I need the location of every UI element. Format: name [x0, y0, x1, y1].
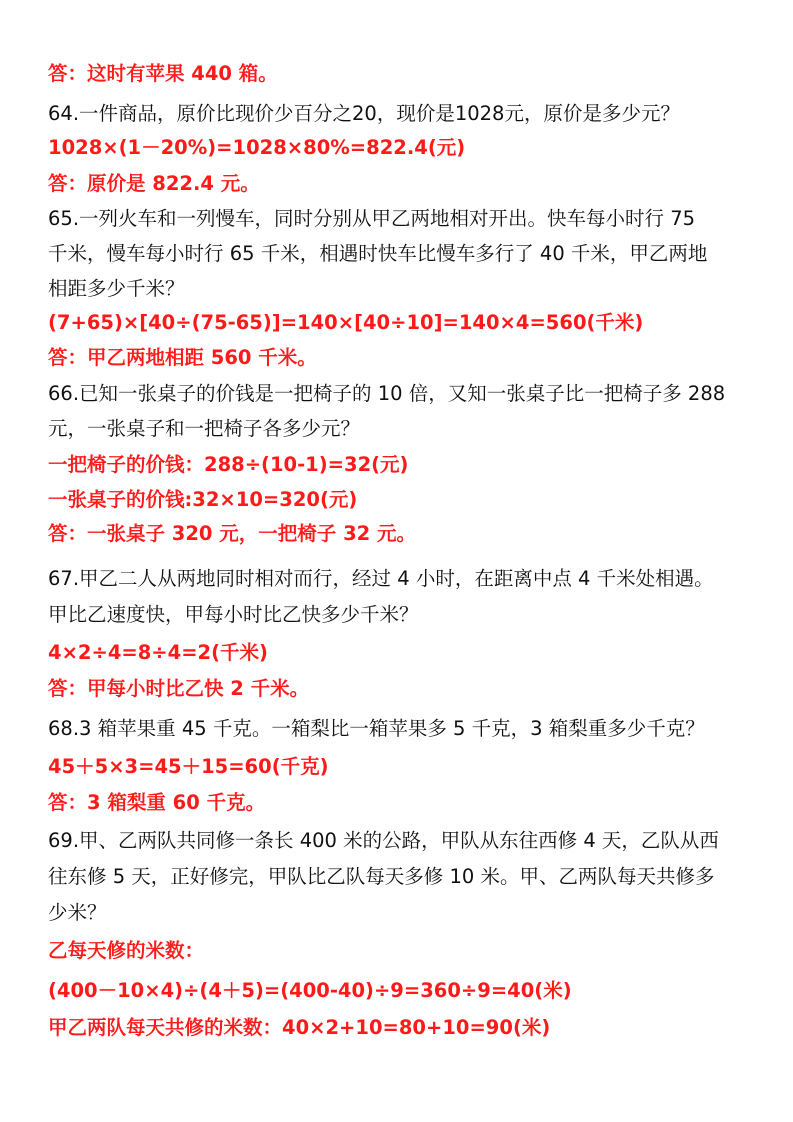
solution-64: 1028×(1－20%)=1028×80%=822.4(元) — [48, 136, 466, 159]
solution-66-table: 一张桌子的价钱:32×10=320(元) — [48, 488, 358, 511]
solution-66-chair: 一把椅子的价钱：288÷(10-1)=32(元) — [48, 453, 409, 476]
question-66-line-1: 66.已知一张桌子的价钱是一把椅子的 10 倍，又知一张桌子比一把椅子多 288 — [48, 382, 726, 405]
question-67-line-2: 甲比乙速度快，甲每小时比乙快多少千米？ — [48, 603, 419, 626]
answer-67: 答：甲每小时比乙快 2 千米。 — [48, 677, 310, 700]
solution-69-b-daily: (400－10×4)÷(4＋5)=(400-40)÷9=360÷9=40(米) — [48, 979, 572, 1002]
solution-65: (7+65)×[40÷(75-65)]=140×[40÷10]=140×4=560(千米) — [48, 311, 644, 334]
question-68: 68.3 箱苹果重 45 千克。一箱梨比一箱苹果多 5 千克，3 箱梨重多少千克？ — [48, 717, 705, 740]
answer-68: 答：3 箱梨重 60 千克。 — [48, 791, 266, 814]
question-65-line-3: 相距多少千米？ — [48, 277, 185, 300]
question-65-line-1: 65.一列火车和一列慢车，同时分别从甲乙两地相对开出。快车每小时行 75 — [48, 207, 696, 230]
question-69-line-2: 往东修 5 天，正好修完，甲队比乙队每天多修 10 米。甲、乙两队每天共修多 — [48, 865, 715, 888]
answer-63: 答：这时有苹果 440 箱。 — [48, 62, 278, 85]
solution-68: 45＋5×3=45＋15=60(千克) — [48, 755, 329, 778]
solution-69-total: 甲乙两队每天共修的米数：40×2+10=80+10=90(米) — [48, 1016, 551, 1039]
question-69-line-1: 69.甲、乙两队共同修一条长 400 米的公路，甲队从东往西修 4 天，乙队从西 — [48, 829, 719, 852]
solution-67: 4×2÷4=8÷4=2(千米) — [48, 641, 268, 664]
question-67-line-1: 67.甲乙二人从两地同时相对而行，经过 4 小时，在距离中点 4 千米处相遇。 — [48, 567, 714, 590]
answer-66: 答：一张桌子 320 元，一把椅子 32 元。 — [48, 522, 416, 545]
answer-65: 答：甲乙两地相距 560 千米。 — [48, 346, 317, 369]
question-66-line-2: 元，一张桌子和一把椅子各多少元？ — [48, 417, 361, 440]
answer-64: 答：原价是 822.4 元。 — [48, 172, 260, 195]
solution-69-label: 乙每天修的米数： — [48, 939, 205, 962]
question-69-line-3: 少米？ — [48, 901, 107, 924]
question-64: 64.一件商品，原价比现价少百分之20，现价是1028元，原价是多少元？ — [48, 102, 680, 125]
question-65-line-2: 千米，慢车每小时行 65 千米，相遇时快车比慢车多行了 40 千米，甲乙两地 — [48, 242, 708, 265]
